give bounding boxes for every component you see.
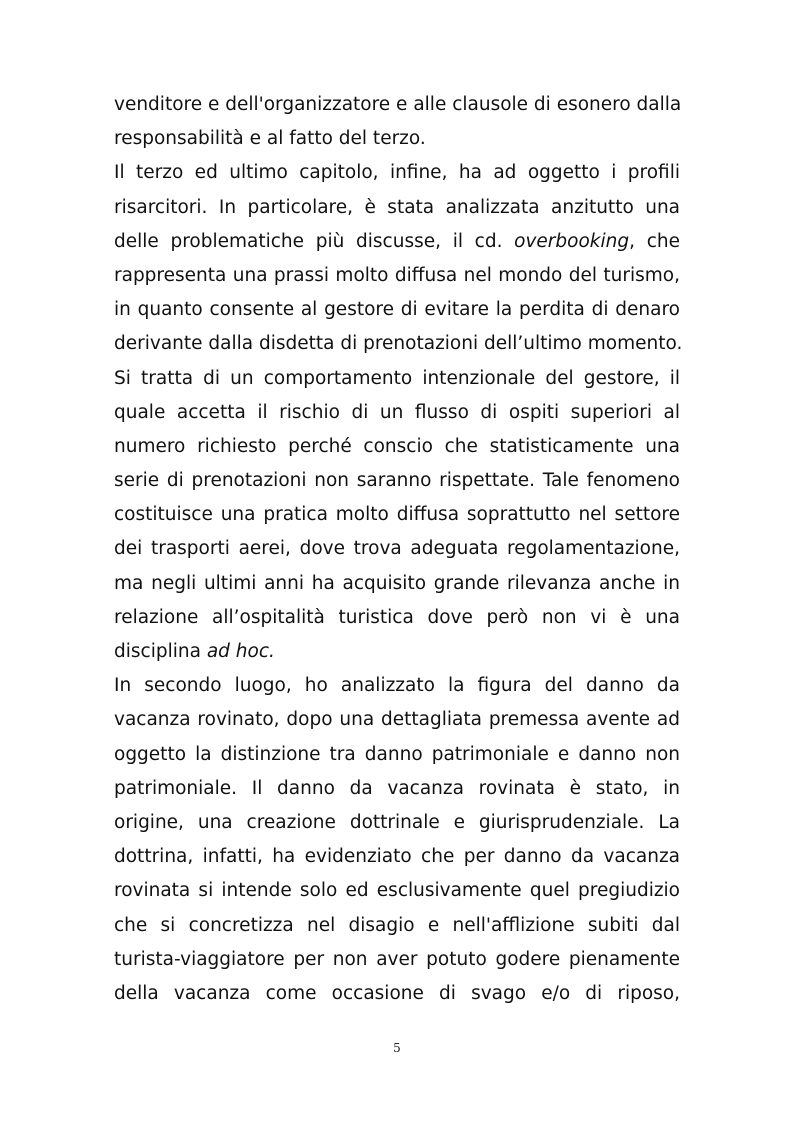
text-line: dottrina, infatti, ha evidenziato che per danno da vacanza xyxy=(114,846,680,868)
text-line: in quanto consente al gestore di evitare la perdita di denaro xyxy=(114,299,680,321)
body-text xyxy=(114,88,683,1011)
text-line: Si tratta di un comportamento intenzionale del gestore, il xyxy=(114,367,680,389)
text-line xyxy=(114,635,680,669)
text-line: relazione all’ospitalità turistica dove però non vi è una xyxy=(114,606,680,628)
text-line: turista-viaggiatore per non aver potuto godere pienamente xyxy=(114,948,680,970)
text-line: venditore e dell'organizzatore e alle clausole di esonero dalla xyxy=(114,94,682,115)
text-line: Il terzo ed ultimo capitolo, infine, ha ad oggetto i profili xyxy=(114,162,680,184)
text-line: rovinata si intende solo ed esclusivamente quel pregiudizio xyxy=(114,880,680,902)
text-line: della vacanza come occasione di svago e/o di riposo, xyxy=(114,982,680,1004)
italic-text: ad hoc. xyxy=(206,641,275,662)
text-line: patrimoniale. Il danno da vacanza rovinata è stato, in xyxy=(114,777,680,799)
text-line: costituisce una pratica molto diffusa soprattutto nel settore xyxy=(114,504,680,526)
text-line: derivante dalla disdetta di prenotazioni dell’ultimo momento. xyxy=(114,333,683,355)
text-line: quale accetta il rischio di un flusso di ospiti superiori al xyxy=(114,401,680,423)
text-line: dei trasporti aerei, dove trova adeguata regolamentazione, xyxy=(114,538,680,560)
text-line: vacanza rovinato, dopo una dettagliata premessa avente ad xyxy=(114,709,680,731)
italic-text: overbooking xyxy=(514,230,630,252)
text-line: responsabilità e al fatto del terzo. xyxy=(114,128,426,150)
text-span: disciplina xyxy=(114,641,207,662)
text-line: ma negli ultimi anni ha acquisito grande rilevanza anche in xyxy=(114,572,680,594)
text-line: In secondo luogo, ho analizzato la figura del danno da xyxy=(114,675,680,697)
text-span: delle problematiche più discusse, il cd. xyxy=(114,230,515,252)
text-span: , che xyxy=(629,230,680,252)
text-line: che si concretizza nel disagio e nell'afflizione subiti dal xyxy=(114,914,680,936)
text-line: rappresenta una prassi molto diffusa nel mondo del turismo, xyxy=(114,264,680,286)
text-line: numero richiesto perché conscio che statisticamente una xyxy=(114,435,680,457)
page-number: 5 xyxy=(393,1041,401,1055)
text-line: oggetto la distinzione tra danno patrimoniale e danno non xyxy=(114,743,680,765)
text-line: serie di prenotazioni non saranno rispettate. Tale fenomeno xyxy=(114,470,680,492)
text-line: origine, una creazione dottrinale e giurisprudenziale. La xyxy=(114,811,680,833)
text-line xyxy=(114,225,680,259)
text-line: risarcitori. In particolare, è stata analizzata anzitutto una xyxy=(114,196,680,218)
